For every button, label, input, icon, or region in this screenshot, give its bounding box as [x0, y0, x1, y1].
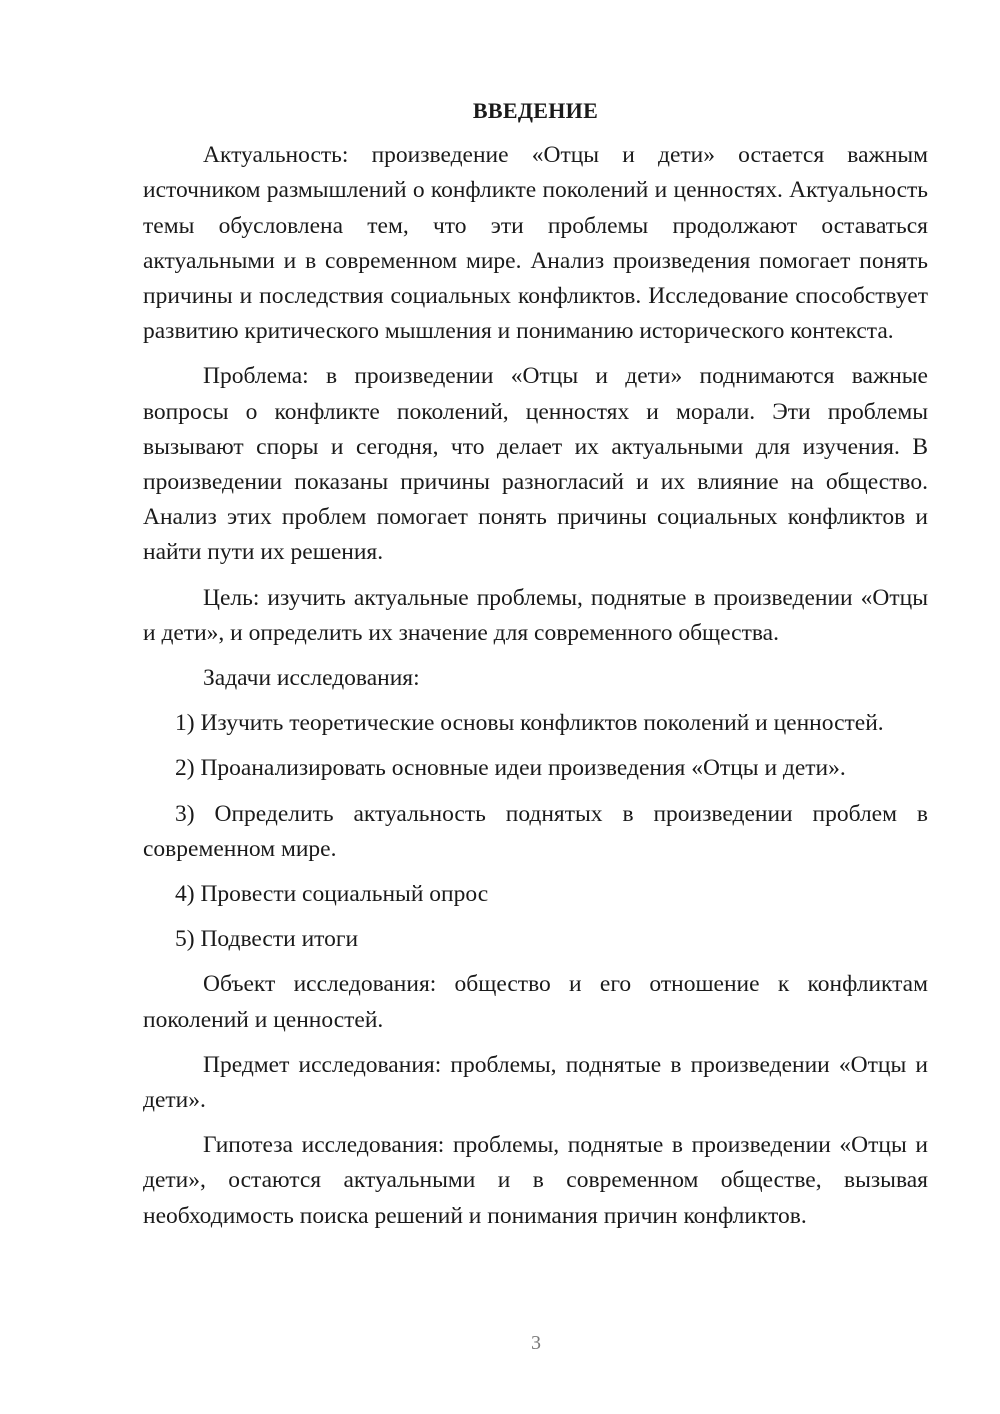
problem-paragraph: Проблема: в произведении «Отцы и дети» поднимаются важные вопросы о конфликте поколений, ценностях и морали. Эти проблемы вызывают споры и сегодня, что делает их актуальными для изучения. В произведении показаны причины разногласий и их влияние на общество. Анализ этих проблем помогает понять причины социальных конфликтов и найти пути их решения. [143, 363, 928, 566]
task-item-5: 5) Подвести итоги [175, 926, 359, 953]
subject-paragraph: Предмет исследования: проблемы, поднятые в произведении «Отцы и дети». [143, 1051, 928, 1114]
page-content [143, 93, 928, 1244]
task-item-3: 3) Определить актуальность поднятых в произведении проблем в современном мире. [143, 800, 928, 862]
object-paragraph: Объект исследования: общество и его отношение к конфликтам поколений и ценностей. [143, 971, 928, 1033]
relevance-paragraph: Актуальность: произведение «Отцы и дети» остается важным источником размышлений о конфликте поколений и ценностях. Актуальность темы обусловлена тем, что эти проблемы продолжают оставаться актуальными и в современном мире. Анализ произведения помогает понять причины и последствия социальных конфликтов. Исследование способствует развитию критического мышления и пониманию исторического контекста. [143, 142, 928, 345]
task-item-2: 2) Проанализировать основные идеи произведения «Отцы и дети». [175, 755, 846, 782]
page-number: 3 [531, 1332, 541, 1354]
tasks-heading: Задачи исследования: [203, 665, 420, 692]
goal-paragraph: Цель: изучить актуальные проблемы, поднятые в произведении «Отцы и дети», и определить их значение для современного общества. [143, 584, 928, 646]
section-heading: ВВЕДЕНИЕ [472, 98, 599, 123]
tasks-list [143, 706, 928, 957]
task-item-4: 4) Провести социальный опрос [175, 881, 489, 908]
task-item-1: 1) Изучить теоретические основы конфликтов поколений и ценностей. [175, 710, 884, 737]
hypothesis-paragraph: Гипотеза исследования: проблемы, поднятые в произведении «Отцы и дети», остаются актуальными и в современном обществе, вызывая необходимость поиска решений и понимания причин конфликтов. [143, 1132, 928, 1229]
